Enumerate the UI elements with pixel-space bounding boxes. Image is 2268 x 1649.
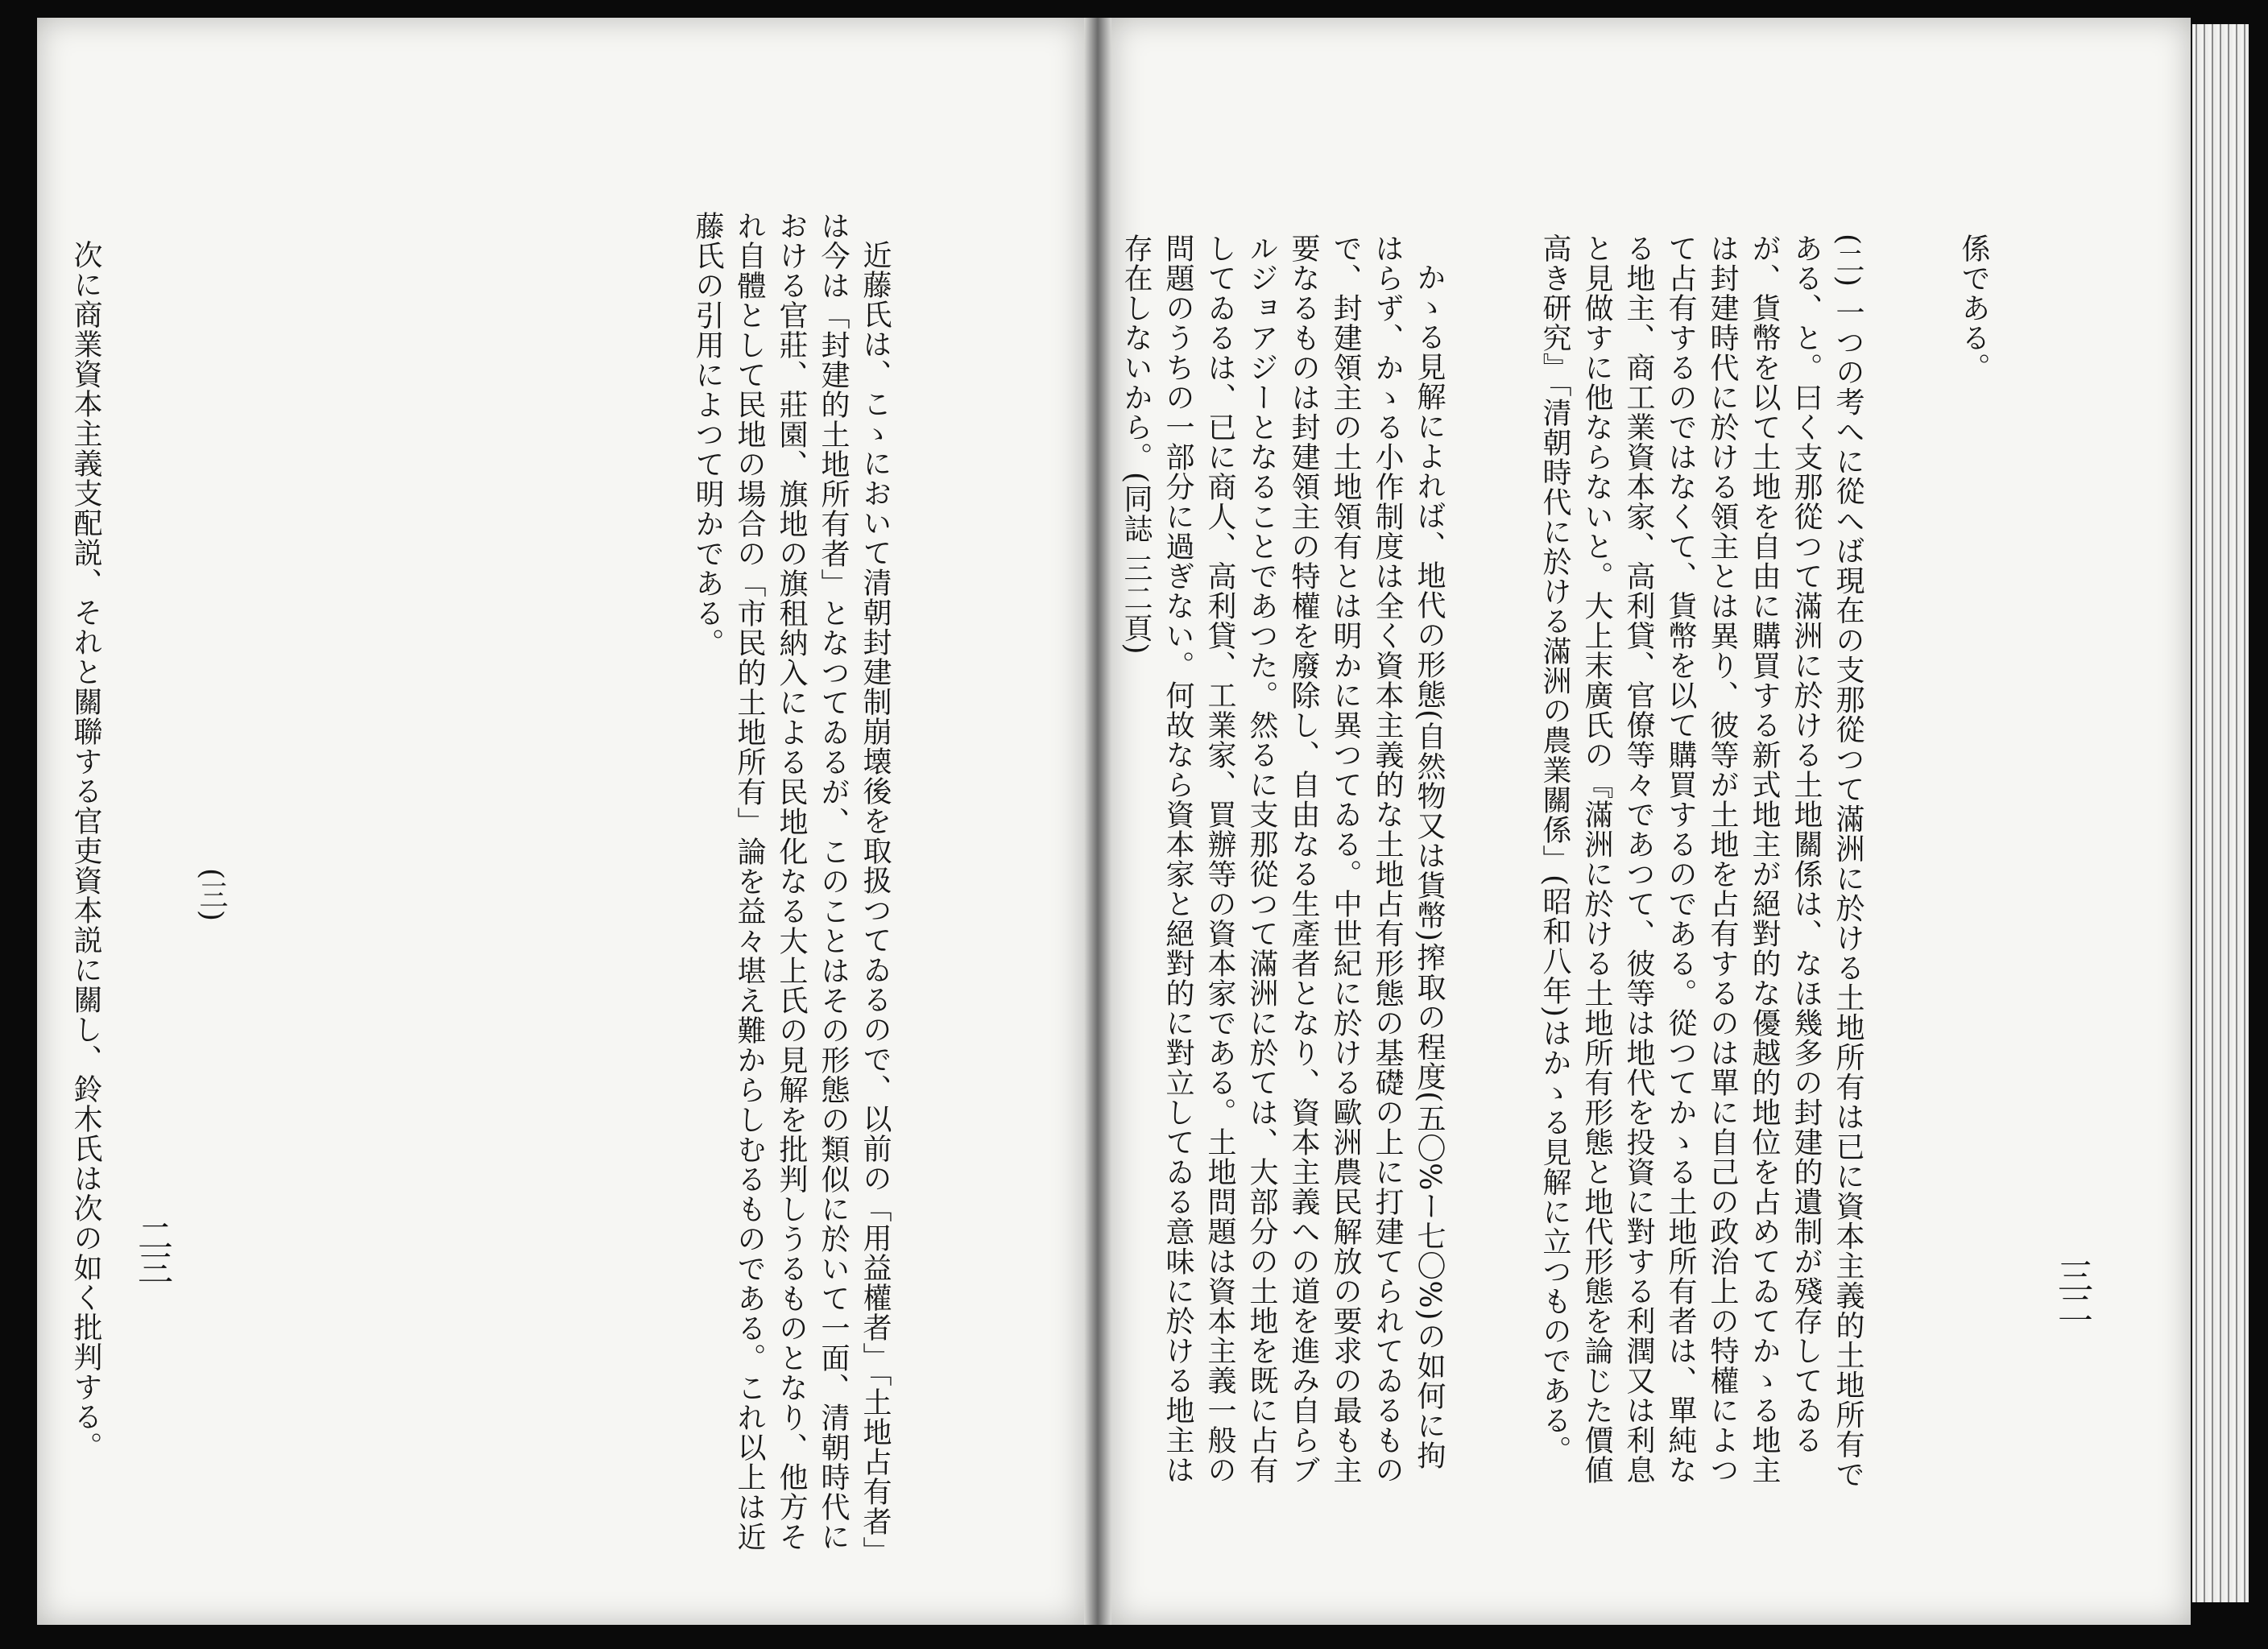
- left-page-text: [69, 211, 979, 1580]
- paragraph-continuation: 係である。: [1957, 234, 1990, 382]
- right-page: [1111, 18, 2191, 1625]
- paragraph-kondo-intro: 近藤氏は、こゝにおいて清朝封建制崩壊後を取扱つてゐるので、以前の「用益權者」「土地占有者」は今は「封建的土地所有者」となつてゐるが、このことはその形態の類似に於いて一面、清朝時代における官莊、莊園、旗地の旗租納入による民地化なる大上氏の見解を批判しうるものとなり、他方それ自體として民地の場合の「市民的土地所有」論を益々堪え難からしむるものである。これ以上は近藤氏の引用によつて明かである。: [691, 211, 892, 1566]
- paragraph-suzuki-intro: 次に商業資本主義支配説、それと關聯する官吏資本説に關し、鈴木氏は次の如く批判する。: [69, 240, 102, 1461]
- section-heading-3: (三): [195, 868, 228, 923]
- page-number: 三二: [2051, 1258, 2092, 1322]
- page-number: 二三: [131, 1217, 172, 1282]
- quote-item-2-right: (二) 一つの考へに從へば現在の支那從つて滿洲に於ける土地所有は已に資本主義的土地所有である、と。曰く支那從つて滿洲に於ける土地關係は、なほ幾多の封建的遺制が殘存してゐるが、貨幣を以て土地を自由に購買する新式地主が絕對的な優越的地位を占めてゐてかゝる地主は封建時代に於ける領主とは異り、彼等が土地を占有するのは單に自己の政治上の特權によつて占有するのではなくて、貨幣を以て購買するのである。從つてかゝる土地所有者は、單純なる地主、商工業資本家、高利貸、官僚等々であつて、彼等は地代を投資に對する利潤又は利息と見做すに他ならないと。大上末廣氏の『滿洲に於ける土地所有形態と地代形態を論じた價値高き研究』「清朝時代に於ける滿洲の農業關係」(昭和八年)はかゝる見解に立つものである。: [1538, 234, 1864, 1490]
- right-page-text: [1120, 234, 2078, 1490]
- page-edges: [2192, 24, 2249, 1602]
- left-page: [37, 18, 1084, 1625]
- book-spine: [1084, 18, 1111, 1625]
- paragraph-view: かゝる見解によれば、地代の形態(自然物又は貨幣)搾取の程度(五〇%ー七〇%)の如何に拘はらず、かゝる小作制度は全く資本主義的な土地占有形態の基礎の上に打建てられてゐるもので、封建領主の土地領有とは明かに異つてゐる。中世紀に於ける歐洲農民解放の要求の最も主要なるものは封建領主の特權を廢除し、自由なる生產者となり、資本主義への道を進み自らブルジョアジーとなることであつた。然るに支那從つて滿洲に於ては、大部分の土地を既に占有してゐるは、已に商人、高利貸、工業家、買辦等の資本家である。土地問題は資本主義一般の問題のうちの一部分に過ぎない。何故なら資本家と絕對的に對立してゐる意味に於ける地主は存在しないから。(同誌 三二頁): [1120, 234, 1446, 1485]
